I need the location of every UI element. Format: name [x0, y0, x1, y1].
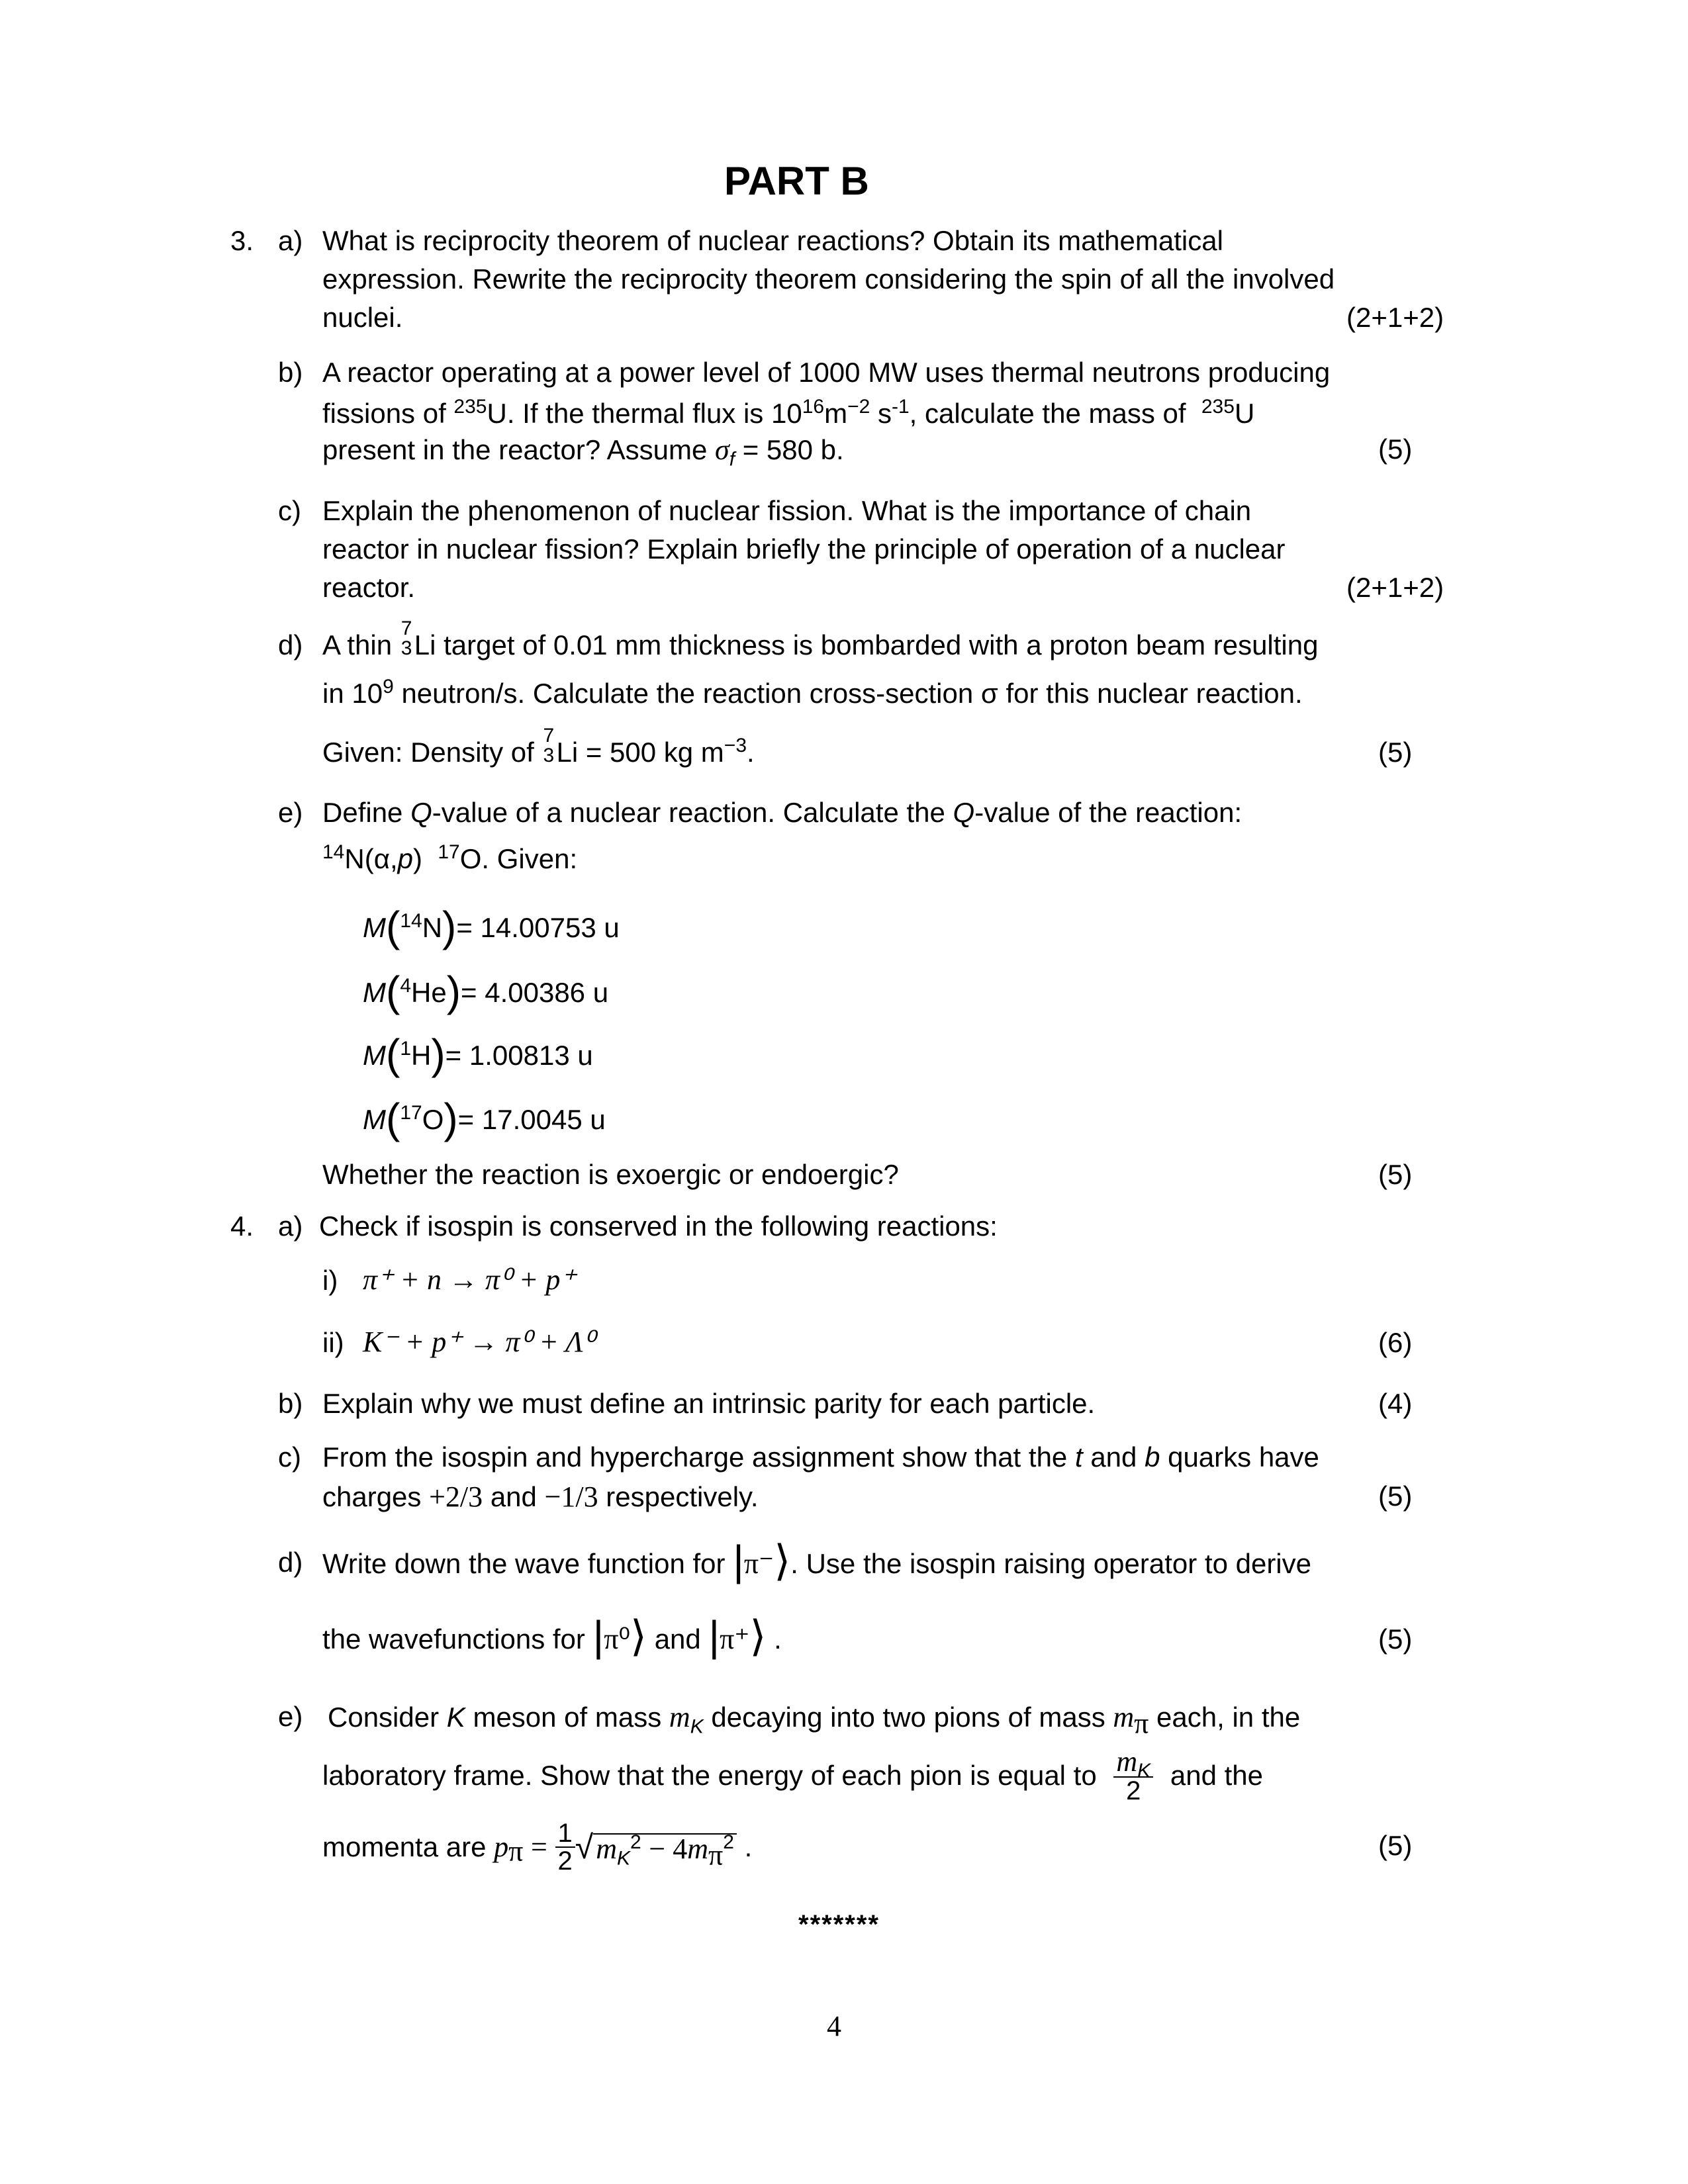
q4e-text: Consider [328, 1702, 440, 1733]
q3e-reaction [322, 841, 578, 874]
q4d-label: d) [278, 1547, 303, 1578]
q3-number: 3. [230, 225, 254, 256]
q3e-final: Whether the reaction is exoergic or endoergic? [322, 1159, 899, 1190]
q3b-text: fissions of [322, 398, 446, 429]
q3d-text: . [747, 737, 755, 768]
q3b-line: A reactor operating at a power level of 1000 MW uses thermal neutrons producing [322, 357, 1331, 388]
q-symbol: Q [410, 797, 432, 828]
mass-sym: He [411, 977, 447, 1008]
minus-four: − 4 [649, 1833, 688, 1865]
q4e-text: laboratory frame. Show that the energy of each pion is equal to [322, 1760, 1097, 1791]
q3e-label: e) [278, 797, 303, 828]
q3b-unit-exp: −2 [847, 396, 870, 418]
q3a-line: What is reciprocity theorem of nuclear reactions? Obtain its mathematical [322, 225, 1223, 256]
q4d-text: Write down the wave function for [322, 1547, 726, 1579]
reaction-text: ) [413, 843, 423, 874]
mass-letter: M [363, 977, 386, 1008]
q3c-marks: (2+1+2) [1346, 572, 1444, 603]
half-fraction [555, 1820, 575, 1874]
reaction-text: N(α, [344, 843, 398, 874]
mass-pion: m [1113, 1701, 1135, 1733]
mass-iso: 1 [400, 1038, 411, 1060]
reaction-iso: 14 [322, 841, 345, 863]
mass-kaon-sub: K [617, 1847, 631, 1870]
q4c-line [322, 1443, 1319, 1471]
mass-pion-sub: π [1134, 1707, 1149, 1740]
q4c-text: and [490, 1481, 537, 1512]
q3b-unit: m [824, 398, 848, 429]
mass-value: = 14.00753 u [456, 912, 620, 943]
q-symbol: Q [953, 797, 975, 828]
ket-pi-minus: π⁻ [743, 1547, 774, 1580]
q4e-text: momenta are [322, 1831, 487, 1862]
q3b-label: b) [278, 357, 303, 388]
paren: ( [386, 903, 400, 950]
q4d-text: . [774, 1623, 782, 1655]
ket-bar: | [733, 1537, 744, 1584]
mass-kaon: m [669, 1701, 690, 1733]
q4c-line [322, 1482, 759, 1512]
q4c-text: respectively. [606, 1481, 759, 1512]
q3b-u-symbol: U [487, 398, 507, 429]
q4e-label: e) [278, 1701, 303, 1732]
paren: ) [431, 1030, 445, 1078]
mass-sym: N [422, 912, 443, 943]
q3d-line [322, 676, 1303, 709]
end-stars: ******* [798, 1910, 880, 1939]
q4d-text: the wavefunctions for [322, 1623, 585, 1655]
fraction-numerator: 1 [555, 1820, 575, 1848]
fraction-numerator [1113, 1745, 1153, 1782]
mass-pion: m [687, 1833, 708, 1865]
q4a-ii-expr: K⁻ + p⁺ → π⁰ + Λ⁰ [363, 1326, 595, 1358]
paren: ( [386, 1030, 400, 1078]
mass-iso: 4 [400, 975, 411, 997]
q4-number: 4. [230, 1210, 254, 1242]
q3d-line [322, 617, 1319, 660]
q3a-marks: (2+1+2) [1346, 302, 1444, 333]
page-title: PART B [724, 159, 869, 203]
mass-kaon: m [1116, 1745, 1138, 1778]
q4b-label: b) [278, 1388, 303, 1419]
q3b-line [322, 396, 1255, 429]
paren: ) [442, 903, 457, 950]
q4e-text: and the [1170, 1760, 1263, 1791]
q3d-text: target of 0.01 mm thickness is bombarded with a proton beam resulting [444, 629, 1319, 660]
q3e-text: Define [322, 797, 403, 828]
fraction-denominator: 2 [557, 1846, 573, 1876]
exponent: 2 [630, 1831, 641, 1853]
q3d-text: Given: Density of [322, 737, 534, 768]
q3d-exp: 9 [383, 676, 394, 698]
q4d-line [322, 1539, 1311, 1582]
mass-kaon-sub: K [690, 1715, 704, 1738]
q3a-label: a) [278, 225, 303, 256]
q3d-exp: −3 [724, 735, 747, 756]
q4b-marks: (4) [1378, 1388, 1413, 1419]
paren: ( [386, 968, 400, 1015]
sqrt-sign: √ [575, 1829, 594, 1866]
q4b-line: Explain why we must define an intrinsic parity for each particle. [322, 1388, 1096, 1419]
energy-fraction [1113, 1747, 1153, 1804]
reaction-text: O. Given: [459, 843, 578, 874]
mass-letter: M [363, 1104, 386, 1135]
q4e-line [322, 1820, 752, 1874]
q3c-line: reactor in nuclear fission? Explain briefly the principle of operation of a nuclear [322, 533, 1286, 565]
mass-value: = 4.00386 u [461, 977, 609, 1008]
q4c-label: c) [278, 1441, 301, 1473]
ket-angle: ⟩ [749, 1612, 767, 1660]
momentum-symbol: p [494, 1831, 509, 1863]
quark-b: b [1145, 1441, 1160, 1473]
fraction-denominator: 2 [1126, 1776, 1141, 1805]
q4d-text: . Use the isospin raising operator to derive [790, 1547, 1311, 1579]
q3b-text: . If the thermal flux is 10 [506, 398, 802, 429]
q3e-marks: (5) [1378, 1159, 1413, 1190]
q3d-text: in 10 [322, 678, 383, 709]
li-mass-number: 7 [400, 617, 412, 639]
q3c-label: c) [278, 495, 301, 526]
q4c-text: From the isospin and hypercharge assignment show that the [322, 1441, 1068, 1473]
mass-letter: M [363, 1040, 386, 1071]
page-number: 4 [827, 2010, 841, 2042]
q3b-text: = 580 b. [742, 434, 844, 465]
mass-kaon-sub: K [1137, 1760, 1151, 1782]
q4a-marks: (6) [1378, 1327, 1413, 1358]
paren: ) [446, 968, 461, 1015]
q4d-marks: (5) [1378, 1623, 1413, 1655]
kaon-symbol: K [446, 1702, 465, 1733]
q4c-text: quarks have [1168, 1441, 1319, 1473]
q4c-marks: (5) [1378, 1480, 1413, 1512]
q4e-text: decaying into two pions of mass [711, 1702, 1105, 1733]
q4a-line: Check if isospin is conserved in the following reactions: [319, 1210, 998, 1242]
q4c-text: charges [322, 1481, 422, 1512]
equals-sign: = [531, 1831, 547, 1863]
sqrt-body [593, 1831, 737, 1872]
q3e-text: -value of a nuclear reaction. Calculate the [432, 797, 945, 828]
momentum-sub: π [508, 1835, 524, 1868]
q3d-line [322, 725, 755, 768]
exponent: 2 [723, 1831, 734, 1853]
mass-sym: O [422, 1104, 444, 1135]
ket-bar: | [592, 1612, 604, 1660]
q4e-line [328, 1701, 1301, 1740]
sigma-sub: f [729, 448, 735, 471]
q4a-label: a) [278, 1210, 303, 1242]
q3b-line [322, 433, 844, 471]
ket-pi-zero: π⁰ [604, 1622, 631, 1655]
mass-equation [363, 905, 620, 948]
q4d-line [322, 1612, 782, 1660]
mass-value: = 1.00813 u [445, 1040, 593, 1071]
q3b-unit: s [877, 398, 892, 429]
li-mass-number: 7 [543, 725, 555, 747]
ket-bar: | [708, 1612, 720, 1660]
q3e-line [322, 799, 1242, 827]
q4a-i-label: i) [322, 1265, 338, 1296]
charge-value: +2/3 [429, 1480, 483, 1513]
q3b-u-mass: 235 [1201, 396, 1235, 418]
q4a-ii-label: ii) [322, 1327, 344, 1358]
mass-iso: 14 [400, 910, 422, 932]
q3d-text: neutron/s. Calculate the reaction cross-section σ for this nuclear reaction. [401, 678, 1303, 709]
paren: ( [386, 1095, 400, 1142]
q4c-text: and [1090, 1441, 1137, 1473]
q4e-line [322, 1747, 1263, 1804]
q4e-text: . [744, 1831, 753, 1862]
q3b-unit-exp: -1 [891, 396, 910, 418]
q3c-line: reactor. [322, 572, 416, 603]
mass-letter: M [363, 912, 386, 943]
mass-equation [363, 1097, 606, 1140]
li-isotope-label [400, 617, 414, 659]
ket-pi-plus: π⁺ [720, 1622, 750, 1655]
ket-angle: ⟩ [774, 1537, 791, 1584]
q3d-text: A thin [322, 629, 393, 660]
ket-angle: ⟩ [630, 1612, 647, 1660]
li-atomic-number: 3 [400, 637, 412, 659]
q4e-marks: (5) [1378, 1830, 1413, 1861]
q4d-text: and [654, 1623, 701, 1655]
paren: ) [444, 1095, 458, 1142]
q4e-text: meson of mass [473, 1702, 662, 1733]
q3a-line: nuclei. [322, 302, 403, 333]
mass-value: = 17.0045 u [457, 1104, 606, 1135]
mass-sym: H [411, 1040, 432, 1071]
q4e-text: each, in the [1156, 1702, 1301, 1733]
q3b-flux-exp: 16 [802, 396, 825, 418]
q3b-u-mass: 235 [453, 396, 487, 418]
li-isotope-label [541, 725, 556, 766]
mass-equation [363, 1030, 593, 1078]
sigma-symbol: σ [715, 433, 729, 466]
reaction-p: p [397, 843, 414, 874]
q3b-u-symbol: U [1234, 398, 1255, 429]
mass-kaon: m [596, 1833, 617, 1865]
q3d-label: d) [278, 629, 303, 660]
q3d-marks: (5) [1378, 737, 1413, 768]
q4a-i-expr: π⁺ + n → π⁰ + p⁺ [363, 1263, 576, 1296]
charge-value: −1/3 [544, 1480, 598, 1513]
mass-iso: 17 [400, 1102, 422, 1124]
square-root [575, 1829, 737, 1872]
q3a-line: expression. Rewrite the reciprocity theorem considering the spin of all the involved [322, 263, 1335, 295]
q3d-text: Li = 500 kg m [556, 737, 724, 768]
quark-t: t [1074, 1441, 1083, 1473]
q3b-marks: (5) [1378, 433, 1413, 465]
mass-pion-sub: π [708, 1839, 724, 1872]
reaction-iso: 17 [438, 841, 460, 863]
q3b-text: , calculate the mass of [909, 398, 1186, 429]
mass-equation [363, 970, 608, 1013]
li-symbol: Li [414, 629, 436, 660]
q3c-line: Explain the phenomenon of nuclear fission. What is the importance of chain [322, 495, 1252, 526]
q3e-text: -value of the reaction: [974, 797, 1243, 828]
q3b-text: present in the reactor? Assume [322, 434, 708, 465]
li-atomic-number: 3 [543, 745, 555, 766]
